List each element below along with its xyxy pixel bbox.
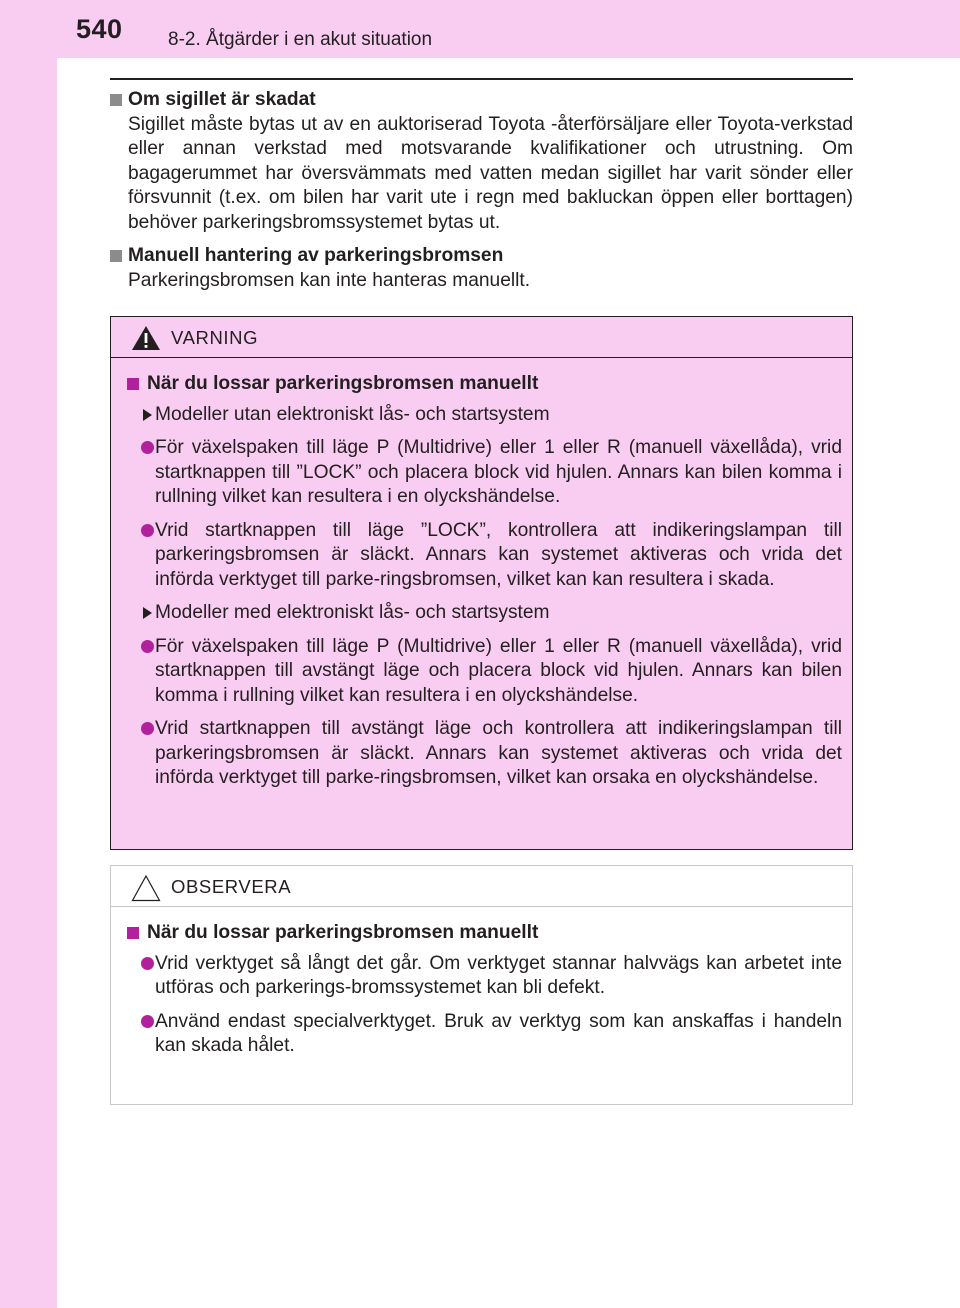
page-number: 540: [76, 14, 123, 44]
list-item: För växelspaken till läge P (Multidrive) eller 1 eller R (manuell växellåda), vrid startknappen till avstängt läge och placera block vid hjulen. Annars kan bilen komma i rullning vilket kan resultera i en olyckshändelse.: [127, 635, 842, 709]
model-heading: Modeller med elektroniskt lås- och startsystem: [127, 601, 842, 626]
warning-triangle-icon: [131, 325, 161, 351]
caution-triangle-icon: [131, 874, 161, 902]
section-title: 8-2. Åtgärder i en akut situation: [168, 29, 433, 50]
arrow-right-icon: [143, 607, 152, 619]
warning-body: [111, 358, 852, 791]
notice-heading: När du lossar parkeringsbromsen manuellt: [127, 921, 842, 946]
square-bullet-icon: [110, 94, 122, 106]
header-band: [0, 0, 960, 58]
warning-header: [111, 317, 852, 358]
model-heading: Modeller utan elektroniskt lås- och startsystem: [127, 403, 842, 428]
divider: [110, 78, 853, 80]
warning-heading: När du lossar parkeringsbromsen manuellt: [127, 372, 842, 397]
list-item: Använd endast specialverktyget. Bruk av verktyg som kan anskaffas i handeln kan skada hålet.: [127, 1010, 842, 1059]
square-bullet-icon: [127, 927, 139, 939]
side-band: [0, 0, 57, 1308]
section-damaged-seal: [110, 88, 853, 235]
square-bullet-icon: [127, 378, 139, 390]
list-item: Vrid startknappen till avstängt läge och kontrollera att indikeringslampan till parkeringsbromsen är släckt. Annars kan systemet aktiveras och vrida det införda verktyget till parke-ringsbromsen, vilket kan orsaka en olyckshändelse.: [127, 717, 842, 791]
list-item: För växelspaken till läge P (Multidrive) eller 1 eller R (manuell växellåda), vrid startknappen till ”LOCK” och placera block vid hjulen. Annars kan bilen komma i rullning vilket kan resultera i en olyckshändelse.: [127, 436, 842, 510]
circle-bullet-icon: [141, 957, 154, 970]
main-content: [110, 88, 853, 302]
circle-bullet-icon: [141, 524, 154, 537]
circle-bullet-icon: [141, 441, 154, 454]
notice-box: [110, 865, 853, 1105]
section-text: Sigillet måste bytas ut av en auktoriserad Toyota -återförsäljare eller Toyota-verkstad eller annan verkstad med motsvarande kvalifikationer och utrustning. Om bagagerummet har översvämmats med vatten medan sigillet har varit sönder eller försvunnit (t.ex. om bilen har varit ute i regn med bakluckan öppen eller borttagen) behöver parkeringsbromssystemet bytas ut.: [128, 113, 853, 233]
notice-body: [111, 907, 852, 1059]
circle-bullet-icon: [141, 640, 154, 653]
list-item: Vrid verktyget så långt det går. Om verktyget stannar halvvägs kan arbetet inte utföras och parkerings-bromssystemet kan bli defekt.: [127, 952, 842, 1001]
section-heading: Om sigillet är skadat: [110, 88, 853, 113]
arrow-right-icon: [143, 409, 152, 421]
section-text: Parkeringsbromsen kan inte hanteras manuellt.: [128, 269, 531, 291]
square-bullet-icon: [110, 250, 122, 262]
warning-label: VARNING: [171, 327, 259, 348]
list-item: Vrid startknappen till läge ”LOCK”, kontrollera att indikeringslampan till parkeringsbromsen är släckt. Annars kan systemet aktiveras och vrida det införda verktyget till parke-ringsbromsen, vilket kan kan resultera i skada.: [127, 519, 842, 593]
section-manual-handling: [110, 244, 853, 293]
warning-box: [110, 316, 853, 850]
circle-bullet-icon: [141, 1015, 154, 1028]
notice-label: OBSERVERA: [171, 876, 292, 897]
notice-header: [111, 866, 852, 907]
circle-bullet-icon: [141, 722, 154, 735]
section-heading: Manuell hantering av parkeringsbromsen: [110, 244, 853, 269]
